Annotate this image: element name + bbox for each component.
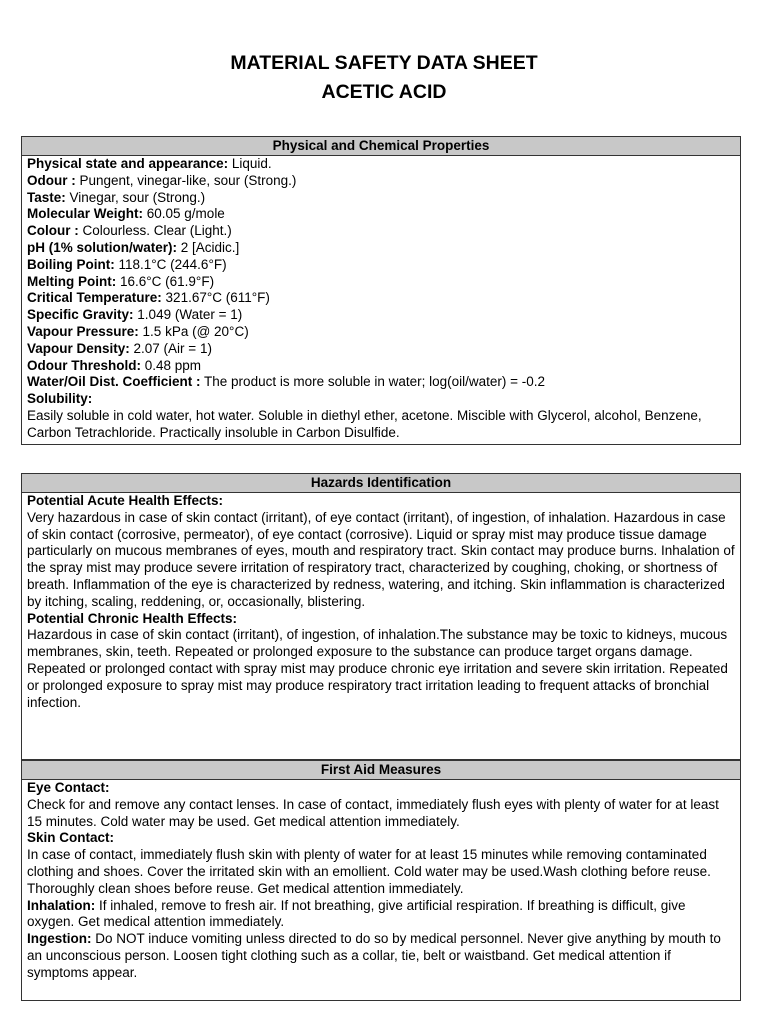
property-row	[27, 156, 736, 173]
property-row	[27, 190, 736, 207]
property-row	[27, 240, 736, 257]
first-aid-body	[22, 780, 740, 984]
hazards-section	[21, 473, 741, 760]
property-row	[27, 223, 736, 240]
inhalation-text: If inhaled, remove to fresh air. If not breathing, give artificial respiration. If breathing is difficult, give oxygen. Get medical attention immediately.	[27, 897, 686, 930]
property-value: 118.1°C (244.6°F)	[114, 256, 227, 272]
property-label: Solubility:	[27, 391, 93, 407]
skin-contact-label: Skin Contact:	[27, 830, 115, 846]
document-subtitle: ACETIC ACID	[321, 81, 447, 103]
property-label: Critical Temperature:	[27, 290, 162, 306]
acute-effects-label: Potential Acute Health Effects:	[27, 493, 224, 508]
property-label: Melting Point:	[27, 273, 117, 289]
property-row	[27, 173, 736, 190]
property-row	[27, 358, 736, 375]
ingestion-label: Ingestion:	[27, 931, 92, 947]
property-value: The product is more soluble in water; log(oil/water) = -0.2	[200, 374, 546, 390]
property-row	[27, 274, 736, 291]
hazards-header: Hazards Identification	[22, 474, 740, 493]
property-row	[27, 324, 736, 341]
eye-contact-text: Check for and remove any contact lenses. In case of contact, immediately flush eyes with plenty of water for at least 15 minutes. Cold water may be used. Get medical attention immediately.	[27, 796, 719, 829]
hazards-body	[22, 493, 740, 713]
property-label: Taste:	[27, 189, 66, 205]
property-label: Water/Oil Dist. Coefficient :	[27, 374, 201, 390]
property-label: Colour :	[27, 223, 79, 239]
property-value: 321.67°C (611°F)	[161, 290, 270, 306]
property-row	[27, 257, 736, 274]
property-value: 2 [Acidic.]	[177, 239, 240, 255]
property-row	[27, 391, 736, 408]
inhalation-label: Inhalation:	[27, 897, 96, 913]
property-label: Odour :	[27, 172, 76, 188]
property-label: Vapour Density:	[27, 340, 130, 356]
first-aid-header: First Aid Measures	[22, 761, 740, 780]
property-label: Boiling Point:	[27, 256, 115, 272]
property-value: 1.5 kPa (@ 20°C)	[138, 323, 249, 339]
ingestion-paragraph	[27, 931, 736, 981]
property-value: Liquid.	[228, 156, 272, 171]
property-label: Specific Gravity:	[27, 307, 134, 323]
properties-section	[21, 136, 741, 445]
property-label: Molecular Weight:	[27, 206, 144, 222]
solubility-text: Easily soluble in cold water, hot water. Soluble in diethyl ether, acetone. Miscible with Glycerol, alcohol, Benzene, Carbon Tetrachloride. Practically insoluble in Carbon Disulfide.	[27, 407, 702, 440]
eye-contact-label: Eye Contact:	[27, 780, 110, 795]
properties-header: Physical and Chemical Properties	[22, 137, 740, 156]
property-value: Colourless. Clear (Light.)	[78, 223, 232, 239]
property-label: Odour Threshold:	[27, 357, 141, 373]
property-row	[27, 206, 736, 223]
property-row	[27, 341, 736, 358]
property-value: 16.6°C (61.9°F)	[116, 273, 215, 289]
property-row	[27, 290, 736, 307]
ingestion-text: Do NOT induce vomiting unless directed to do so by medical personnel. Never give anything by mouth to an unconscious person. Loosen tight clothing such as a collar, tie, belt or waistband. Get medical attention if symptoms appear.	[27, 931, 721, 980]
property-label: pH (1% solution/water):	[27, 239, 178, 255]
property-value: Vinegar, sour (Strong.)	[65, 189, 206, 205]
property-row	[27, 374, 736, 391]
first-aid-section	[21, 760, 741, 1001]
property-row	[27, 307, 736, 324]
property-label: Vapour Pressure:	[27, 323, 139, 339]
acute-effects-text: Very hazardous in case of skin contact (irritant), of eye contact (irritant), of ingestion, of inhalation. Hazardous in case of skin contact (corrosive, permeator), of eye contact (corrosive). Liquid or spray mist may produce tissue damage particularly on mucous membranes of eyes, mouth and respiratory tract. Skin contact may produce burns. Inhalation of the spray mist may produce severe irritation of respiratory tract, characterized by coughing, choking, or shortness of breath. Inflammation of the eye is characterized by redness, watering, and itching. Skin inflammation is characterized by itching, scaling, reddening, or, occasionally, blistering.	[27, 509, 735, 609]
skin-contact-text: In case of contact, immediately flush skin with plenty of water for at least 15 minutes while removing contaminated clothing and shoes. Cover the irritated skin with an emollient. Cold water may be used.Wash clothing before reuse. Thoroughly clean shoes before reuse. Get medical attention immediately.	[27, 847, 711, 896]
property-label: Physical state and appearance:	[27, 156, 229, 171]
properties-body	[22, 156, 740, 444]
property-value: 0.48 ppm	[141, 357, 202, 373]
chronic-effects-text: Hazardous in case of skin contact (irritant), of ingestion, of inhalation.The substance may be toxic to kidneys, mucous membranes, skin, teeth. Repeated or prolonged exposure to the substance can produce target organs damage. Repeated or prolonged contact with spray mist may produce chronic eye irritation and severe skin irritation. Repeated or prolonged exposure to spray mist may produce respiratory tract irritation leading to frequent attacks of bronchial infection.	[27, 627, 728, 710]
property-value: Pungent, vinegar-like, sour (Strong.)	[75, 172, 297, 188]
property-value: 1.049 (Water = 1)	[133, 307, 243, 323]
document-title: MATERIAL SAFETY DATA SHEET	[230, 52, 538, 74]
property-value: 60.05 g/mole	[143, 206, 225, 222]
inhalation-paragraph	[27, 898, 736, 932]
chronic-effects-label: Potential Chronic Health Effects:	[27, 610, 238, 626]
property-value: 2.07 (Air = 1)	[129, 340, 212, 356]
